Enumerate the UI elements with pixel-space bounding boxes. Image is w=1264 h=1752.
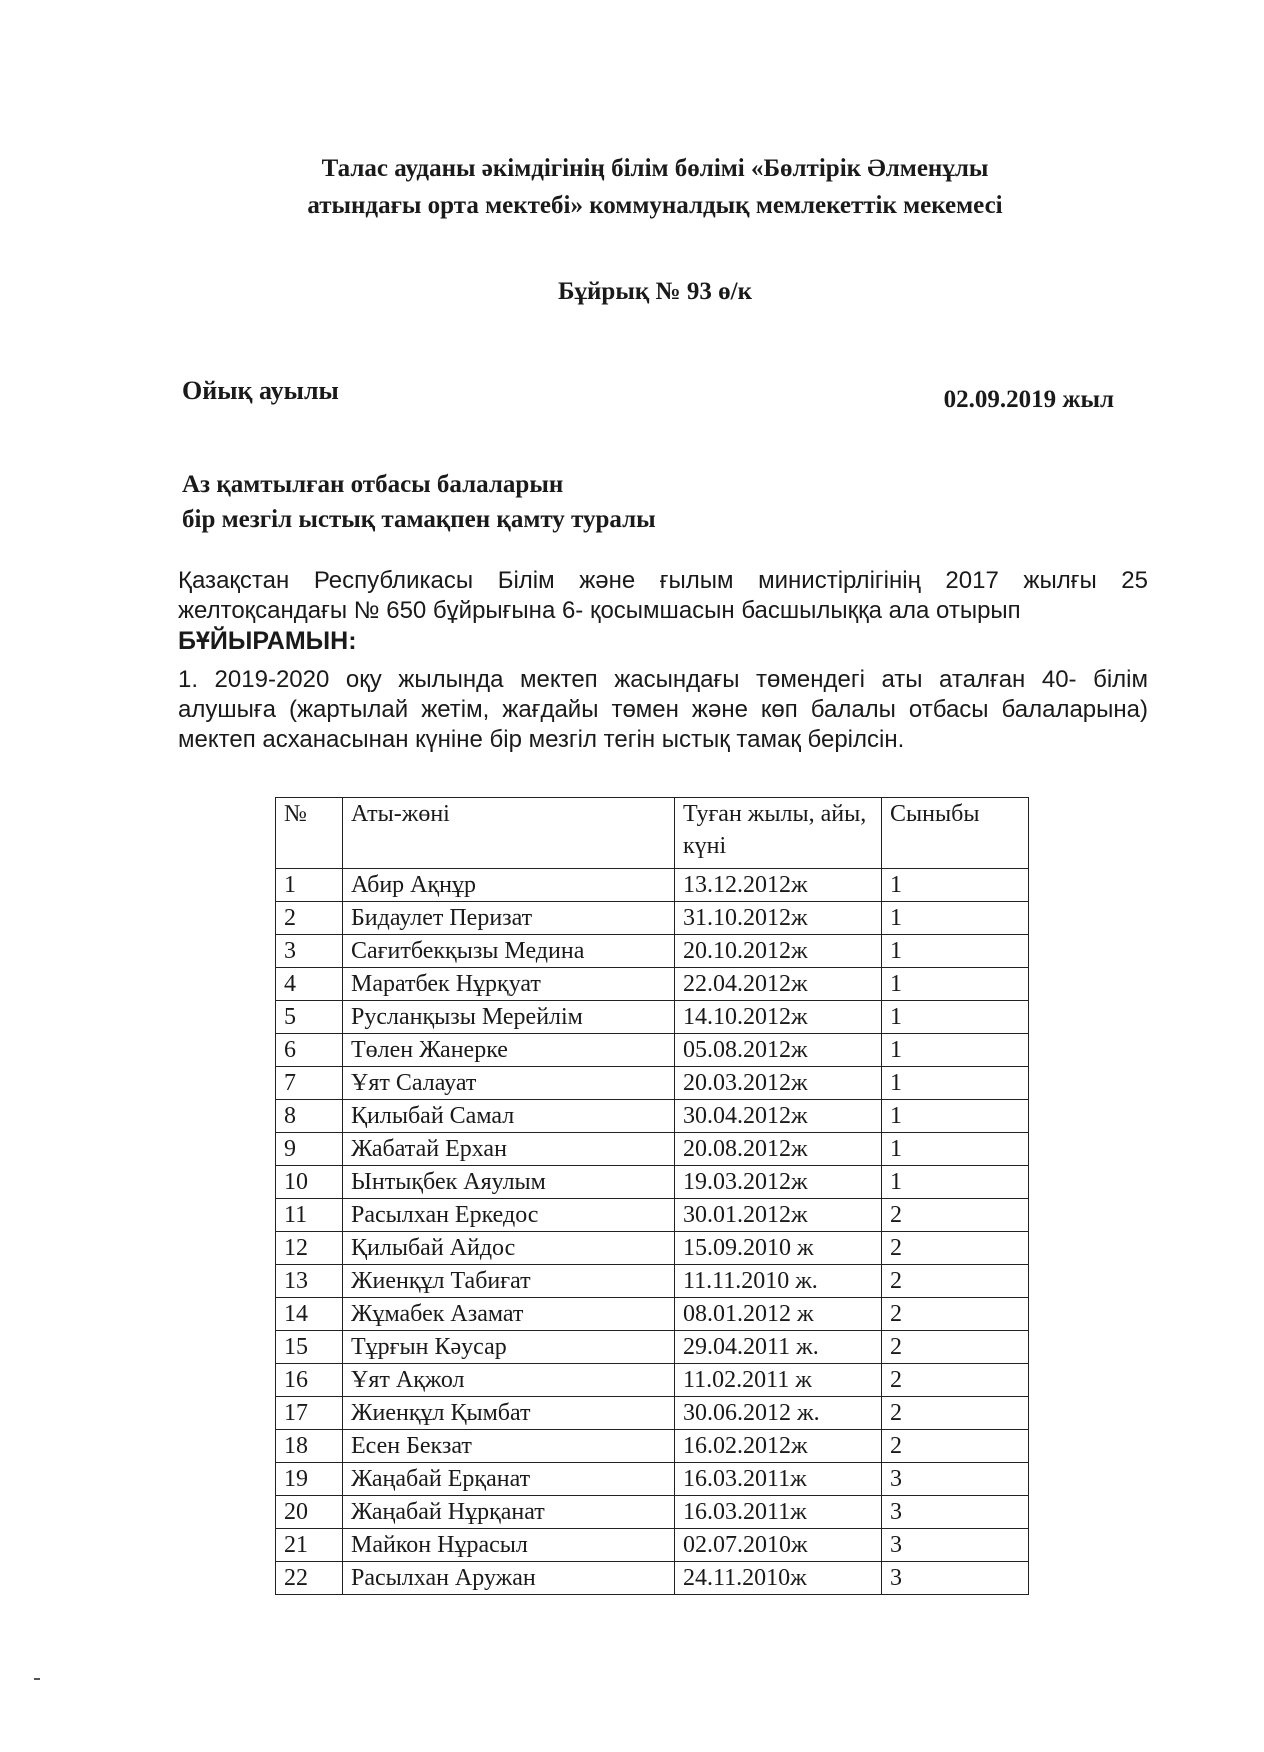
- grade: 1: [882, 935, 1029, 968]
- table-row: [276, 968, 1029, 1001]
- birth-date: 16.02.2012ж: [675, 1430, 882, 1463]
- grade: 1: [882, 869, 1029, 902]
- grade: 2: [882, 1364, 1029, 1397]
- student-name: Расылхан Аружан: [343, 1562, 675, 1595]
- table-row: [276, 1067, 1029, 1100]
- student-name: Маратбек Нұрқуат: [343, 968, 675, 1001]
- student-name: Ынтықбек Аяулым: [343, 1166, 675, 1199]
- table-row: [276, 1331, 1029, 1364]
- table-body: [276, 869, 1029, 1595]
- scan-mark: [34, 1678, 40, 1680]
- student-name: Бидаулет Перизат: [343, 902, 675, 935]
- row-number: 4: [276, 968, 343, 1001]
- grade: 2: [882, 1397, 1029, 1430]
- student-name: Жиенқұл Табиғат: [343, 1265, 675, 1298]
- table-row: [276, 1034, 1029, 1067]
- header-number: №: [276, 798, 343, 869]
- grade: 3: [882, 1529, 1029, 1562]
- grade: 2: [882, 1199, 1029, 1232]
- table-row: [276, 1232, 1029, 1265]
- birth-date: 20.08.2012ж: [675, 1133, 882, 1166]
- row-number: 6: [276, 1034, 343, 1067]
- student-name: Ұят Ақжол: [343, 1364, 675, 1397]
- row-number: 3: [276, 935, 343, 968]
- birth-date: 05.08.2012ж: [675, 1034, 882, 1067]
- student-name: Жұмабек Азамат: [343, 1298, 675, 1331]
- row-number: 15: [276, 1331, 343, 1364]
- student-name: Жаңабай Ерқанат: [343, 1463, 675, 1496]
- row-number: 21: [276, 1529, 343, 1562]
- birth-date: 31.10.2012ж: [675, 902, 882, 935]
- row-number: 19: [276, 1463, 343, 1496]
- student-name: Ұят Салауат: [343, 1067, 675, 1100]
- preamble-text: Қазақстан Республикасы Білім және ғылым министірлігінің 2017 жылғы 25 желтоқсандағы № 650 бұйрығына 6- қосымшасын басшылыққа ала отырып: [178, 567, 1148, 624]
- table-row: [276, 1529, 1029, 1562]
- row-number: 16: [276, 1364, 343, 1397]
- table-row: [276, 902, 1029, 935]
- row-number: 20: [276, 1496, 343, 1529]
- header-line-2: атындағы орта мектебі» коммуналдық мемлекеттік мекемесі: [307, 192, 1003, 219]
- birth-date: 13.12.2012ж: [675, 869, 882, 902]
- students-table: [275, 797, 1029, 1595]
- document-header: [175, 150, 1135, 224]
- student-name: Жабатай Ерхан: [343, 1133, 675, 1166]
- grade: 2: [882, 1265, 1029, 1298]
- table-header-row: [276, 798, 1029, 869]
- header-grade: Сыныбы: [882, 798, 1029, 869]
- row-number: 8: [276, 1100, 343, 1133]
- student-name: Тұрғын Кәусар: [343, 1331, 675, 1364]
- student-name: Жиенқұл Қымбат: [343, 1397, 675, 1430]
- table-row: [276, 1496, 1029, 1529]
- birth-date: 11.02.2011 ж: [675, 1364, 882, 1397]
- grade: 3: [882, 1496, 1029, 1529]
- table-row: [276, 1133, 1029, 1166]
- order-subject: [182, 467, 882, 537]
- birth-date: 08.01.2012 ж: [675, 1298, 882, 1331]
- header-name: Аты-жөні: [343, 798, 675, 869]
- table-row: [276, 1364, 1029, 1397]
- row-number: 7: [276, 1067, 343, 1100]
- row-number: 2: [276, 902, 343, 935]
- student-name: Сағитбекқызы Медина: [343, 935, 675, 968]
- birth-date: 24.11.2010ж: [675, 1562, 882, 1595]
- birth-date: 14.10.2012ж: [675, 1001, 882, 1034]
- student-name: Қилыбай Самал: [343, 1100, 675, 1133]
- birth-date: 30.04.2012ж: [675, 1100, 882, 1133]
- place-name: Ойық ауылы: [182, 376, 339, 405]
- grade: 1: [882, 902, 1029, 935]
- grade: 1: [882, 968, 1029, 1001]
- table-row: [276, 1562, 1029, 1595]
- student-name: Абир Ақнұр: [343, 869, 675, 902]
- subject-line-2: бір мезгіл ыстық тамақпен қамту туралы: [182, 506, 656, 533]
- table-row: [276, 1199, 1029, 1232]
- student-name: Қилыбай Айдос: [343, 1232, 675, 1265]
- grade: 3: [882, 1562, 1029, 1595]
- grade: 1: [882, 1067, 1029, 1100]
- grade: 1: [882, 1166, 1029, 1199]
- birth-date: 20.10.2012ж: [675, 935, 882, 968]
- order-date: 02.09.2019 жыл: [943, 386, 1114, 413]
- table-row: [276, 1298, 1029, 1331]
- order-item-1: 1. 2019-2020 оқу жылында мектеп жасындағы төмендегі аты аталған 40- білім алушыға (жартылай жетім, жағдайы төмен және көп балалы отбасы балаларына) мектеп асханасынан күніне бір мезгіл тегін ыстық тамақ берілсін.: [178, 666, 1148, 753]
- row-number: 13: [276, 1265, 343, 1298]
- table-row: [276, 1001, 1029, 1034]
- birth-date: 30.01.2012ж: [675, 1199, 882, 1232]
- birth-date: 20.03.2012ж: [675, 1067, 882, 1100]
- row-number: 10: [276, 1166, 343, 1199]
- table-row: [276, 1100, 1029, 1133]
- row-number: 1: [276, 869, 343, 902]
- grade: 2: [882, 1331, 1029, 1364]
- birth-date: 16.03.2011ж: [675, 1496, 882, 1529]
- table-row: [276, 1397, 1029, 1430]
- birth-date: 15.09.2010 ж: [675, 1232, 882, 1265]
- birth-date: 11.11.2010 ж.: [675, 1265, 882, 1298]
- row-number: 11: [276, 1199, 343, 1232]
- header-birthdate: Туған жылы, айы, күні: [675, 798, 882, 869]
- birth-date: 19.03.2012ж: [675, 1166, 882, 1199]
- row-number: 18: [276, 1430, 343, 1463]
- student-name: Есен Бекзат: [343, 1430, 675, 1463]
- student-name: Майкон Нұрасыл: [343, 1529, 675, 1562]
- student-name: Русланқызы Мерейлім: [343, 1001, 675, 1034]
- student-name: Төлен Жанерке: [343, 1034, 675, 1067]
- row-number: 12: [276, 1232, 343, 1265]
- table-row: [276, 1265, 1029, 1298]
- header-line-1: Талас ауданы әкімдігінің білім бөлімі «Бөлтірік Әлменұлы: [321, 155, 989, 182]
- birth-date: 22.04.2012ж: [675, 968, 882, 1001]
- grade: 1: [882, 1133, 1029, 1166]
- row-number: 14: [276, 1298, 343, 1331]
- student-name: Расылхан Еркедос: [343, 1199, 675, 1232]
- decree-word: БҰЙЫРАМЫН:: [178, 627, 357, 655]
- birth-date: 02.07.2010ж: [675, 1529, 882, 1562]
- row-number: 5: [276, 1001, 343, 1034]
- grade: 1: [882, 1001, 1029, 1034]
- grade: 2: [882, 1430, 1029, 1463]
- table-row: [276, 869, 1029, 902]
- row-number: 9: [276, 1133, 343, 1166]
- table-row: [276, 935, 1029, 968]
- grade: 3: [882, 1463, 1029, 1496]
- subject-line-1: Аз қамтылған отбасы балаларын: [182, 471, 564, 498]
- birth-date: 16.03.2011ж: [675, 1463, 882, 1496]
- birth-date: 30.06.2012 ж.: [675, 1397, 882, 1430]
- row-number: 22: [276, 1562, 343, 1595]
- student-name: Жаңабай Нұрқанат: [343, 1496, 675, 1529]
- table-row: [276, 1166, 1029, 1199]
- grade: 1: [882, 1100, 1029, 1133]
- table-row: [276, 1430, 1029, 1463]
- birth-date: 29.04.2011 ж.: [675, 1331, 882, 1364]
- grade: 2: [882, 1232, 1029, 1265]
- grade: 1: [882, 1034, 1029, 1067]
- table-row: [276, 1463, 1029, 1496]
- grade: 2: [882, 1298, 1029, 1331]
- order-number: Бұйрық № 93 ө/к: [558, 278, 752, 305]
- row-number: 17: [276, 1397, 343, 1430]
